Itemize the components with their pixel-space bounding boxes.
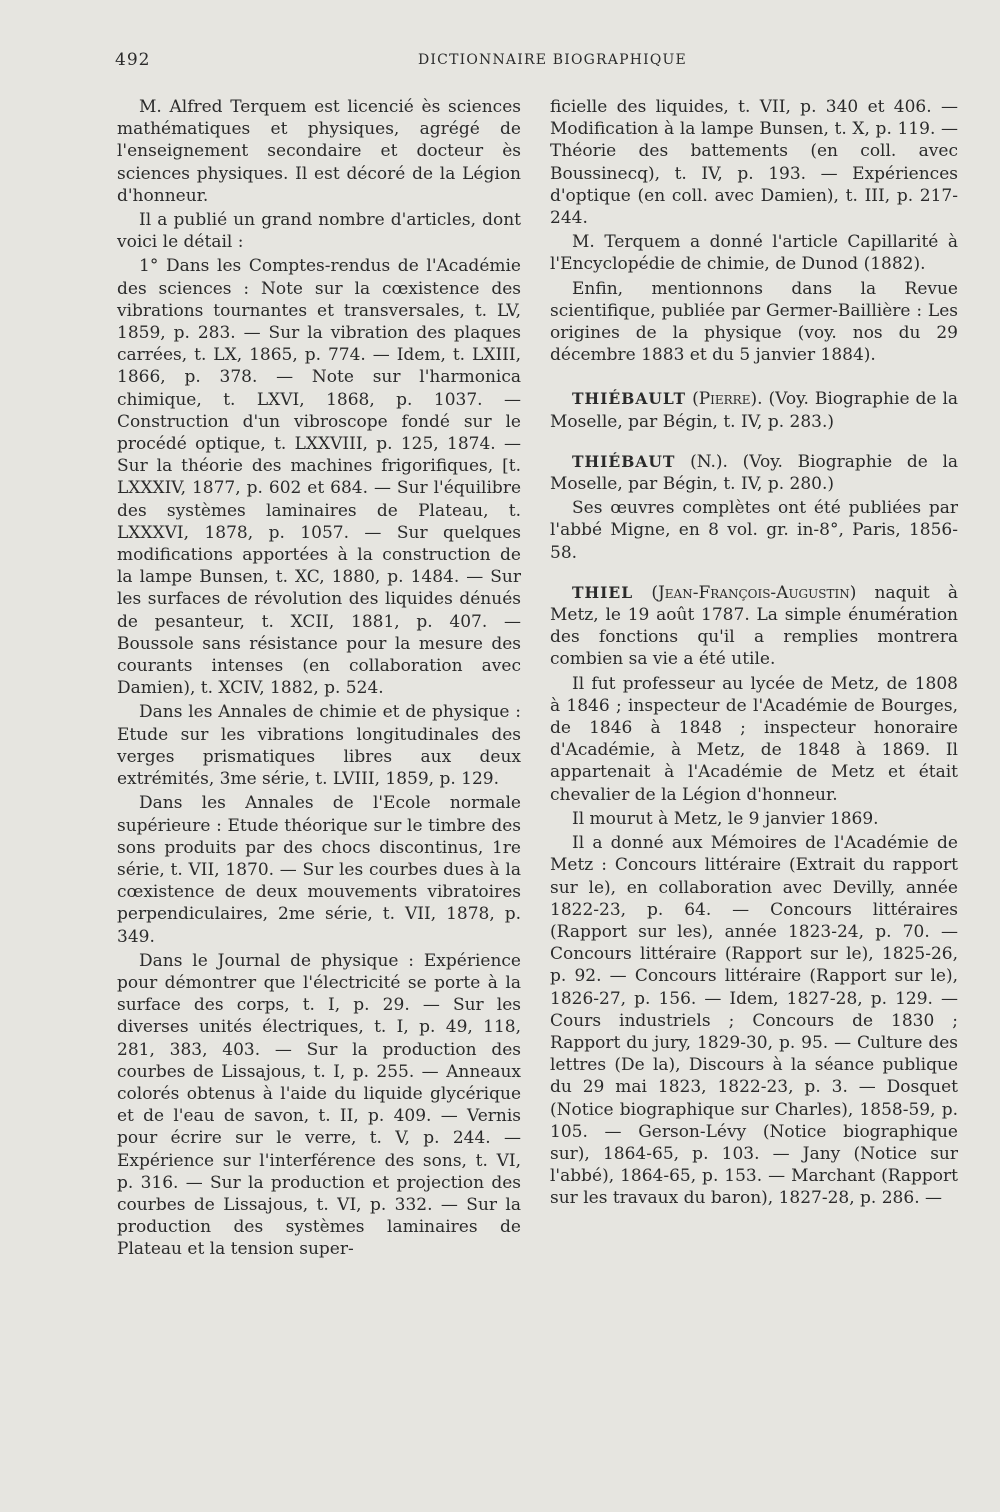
right-column [550, 96, 958, 1212]
paragraph-thiel-death: Il mourut à Metz, le 9 janvier 1869. [572, 808, 879, 829]
paragraph-journal-physique: Dans le Journal de physique : Expérience pour démontrer que l'électricité se porte à la surface des corps, t. I, p. 29. — Sur les diverses unités électriques, t. I, p. 49, 118, 281, 383, 403. — Sur la production des courbes de Lissajous, t. I, p. 255. — Anneaux colorés obtenus à l'aide du liquide glycérique et de l'eau de savon, t. II, p. 409. — Vernis pour écrire sur le verre, t. V, p. 244. — Expérience sur l'interférence des sons, t. VI, p. 316. — Sur la production et projection des courbes de Lissajous, t. VI, p. 332. — Sur la production des systèmes laminaires de Plateau et la tension super- [117, 950, 521, 1260]
paragraph-terquem-intro: M. Alfred Terquem est licencié ès sciences mathématiques et physiques, agrégé de l'enseignement secondaire et docteur ès sciences physiques. Il est décoré de la Légion d'honneur. [117, 97, 521, 206]
paragraph-continuation: ficielle des liquides, t. VII, p. 340 et 406. — Modification à la lampe Bunsen, t. X, p. 119. — Théorie des battements (en coll. avec Boussinecq), t. IV, p. 193. — Expériences d'optique (en coll. avec Damien), t. III, p. 217-244. [550, 97, 958, 229]
page-header [0, 50, 1000, 74]
paragraph-thiel-memoires: Il a donné aux Mémoires de l'Académie de Metz : Concours littéraire (Extrait du rapport sur le), en collaboration avec Devilly, année 1822-23, p. 64. — Concours littéraires (Rapport sur les), année 1823-24, p. 70. — Concours littéraire (Rapport sur le), 1825-26, p. 92. — Concours littéraire (Rapport sur le), 1826-27, p. 156. — Idem, 1827-28, p. 129. — Cours industriels ; Concours de 1830 ; Rapport du jury, 1829-30, p. 95. — Culture des lettres (De la), Discours à la séance publique du 29 mai 1823, 1822-23, p. 3. — Dosquet (Notice biographique sur Charles), 1858-59, p. 105. — Gerson-Lévy (Notice biographique sur), 1864-65, p. 103. — Jany (Notice sur l'abbé), 1864-65, p. 153. — Marchant (Rapport sur les travaux du baron), 1827-28, p. 286. — [550, 833, 958, 1209]
entry-thiel [550, 582, 958, 671]
paragraph-annales-ecole: Dans les Annales de l'Ecole normale supérieure : Etude théorique sur le timbre des sons produits par des chocs discontinus, 1re série, t. VII, 1870. — Sur les courbes dues à la cœxistence de deux mouvements vibratoires perpendiculaires, 2me série, t. VII, 1878, p. 349. [117, 793, 521, 947]
paragraph-revue-scientifique: Enfin, mentionnons dans la Revue scientifique, publiée par Germer-Baillière : Les origines de la physique (voy. nos du 29 décembre 1883 et du 5 janvier 1884). [550, 278, 958, 366]
entry-text-thiebaut: (Voy. Biographie de la Moselle, par Bégin, t. IV, p. 280.) [550, 451, 959, 495]
headword-thiebault: THIÉBAULT [572, 389, 687, 409]
left-column [117, 96, 521, 1263]
paragraph-thiebaut-oeuvres: Ses œuvres complètes ont été publiées par l'abbé Migne, en 8 vol. gr. in-8°, Paris, 1856-58. [550, 498, 958, 563]
headword-thiebaut: THIÉBAUT [572, 451, 676, 471]
given-name-thiebault: (Pierre). [692, 389, 763, 410]
running-title: DICTIONNAIRE BIOGRAPHIQUE [418, 52, 687, 68]
paragraph-annales-chimie: Dans les Annales de chimie et de physique : Etude sur les vibrations longitudinales des verges prismatiques libres aux deux extrémités, 3me série, t. LVIII, 1859, p. 129. [117, 702, 521, 790]
entry-text-thiel: naquit à Metz, le 19 août 1787. La simple énumération des fonctions qu'il a remplies montrera combien sa vie a été utile. [550, 582, 959, 670]
page-number: 492 [115, 50, 151, 70]
entry-thiebaut [550, 451, 958, 495]
paragraph-thiel-career: Il fut professeur au lycée de Metz, de 1808 à 1846 ; inspecteur de l'Académie de Bourges, de 1846 à 1848 ; inspecteur honoraire d'Académie, à Metz, de 1848 à 1869. Il appartenait à l'Académie de Metz et était chevalier de la Légion d'honneur. [550, 673, 958, 805]
entry-thiebault [550, 388, 958, 432]
entry-text-thiebault: (Voy. Biographie de la Moselle, par Bégin, t. IV, p. 283.) [550, 389, 959, 432]
given-name-thiel: (Jean-François-Augustin) [651, 582, 857, 603]
headword-thiel: THIEL [572, 582, 634, 602]
paragraph-capillarite: M. Terquem a donné l'article Capillarité à l'Encyclopédie de chimie, de Dunod (1882). [550, 232, 958, 275]
paragraph-comptes-rendus: 1° Dans les Comptes-rendus de l'Académie des sciences : Note sur la cœxistence des vibrations tournantes et transversales, t. LV, 1859, p. 283. — Sur la vibration des plaques carrées, t. LX, 1865, p. 774. — Idem, t. LXIII, 1866, p. 378. — Note sur l'harmonica chimique, t. LXVI, 1868, p. 1037. — Construction d'un vibroscope fondé sur le procédé optique, t. LXXVIII, p. 125, 1874. — Sur la théorie des machines frigorifiques, [t. LXXXIV, 1877, p. 602 et 684. — Sur l'équilibre des systèmes laminaires de Plateau, t. LXXXVI, 1878, p. 1057. — Sur quelques modifications apportées à la construction de la lampe Bunsen, t. XC, 1880, p. 1484. — Sur les surfaces de révolution des liquides dénués de pesanteur, t. XCII, 1881, p. 407. — Boussole sans résistance pour la mesure des courants intenses (en collaboration avec Damien), t. XCIV, 1882, p. 524. [117, 256, 521, 699]
given-name-thiebaut: (N.). [690, 451, 728, 472]
paragraph-articles-lead: Il a publié un grand nombre d'articles, dont voici le détail : [117, 210, 521, 253]
